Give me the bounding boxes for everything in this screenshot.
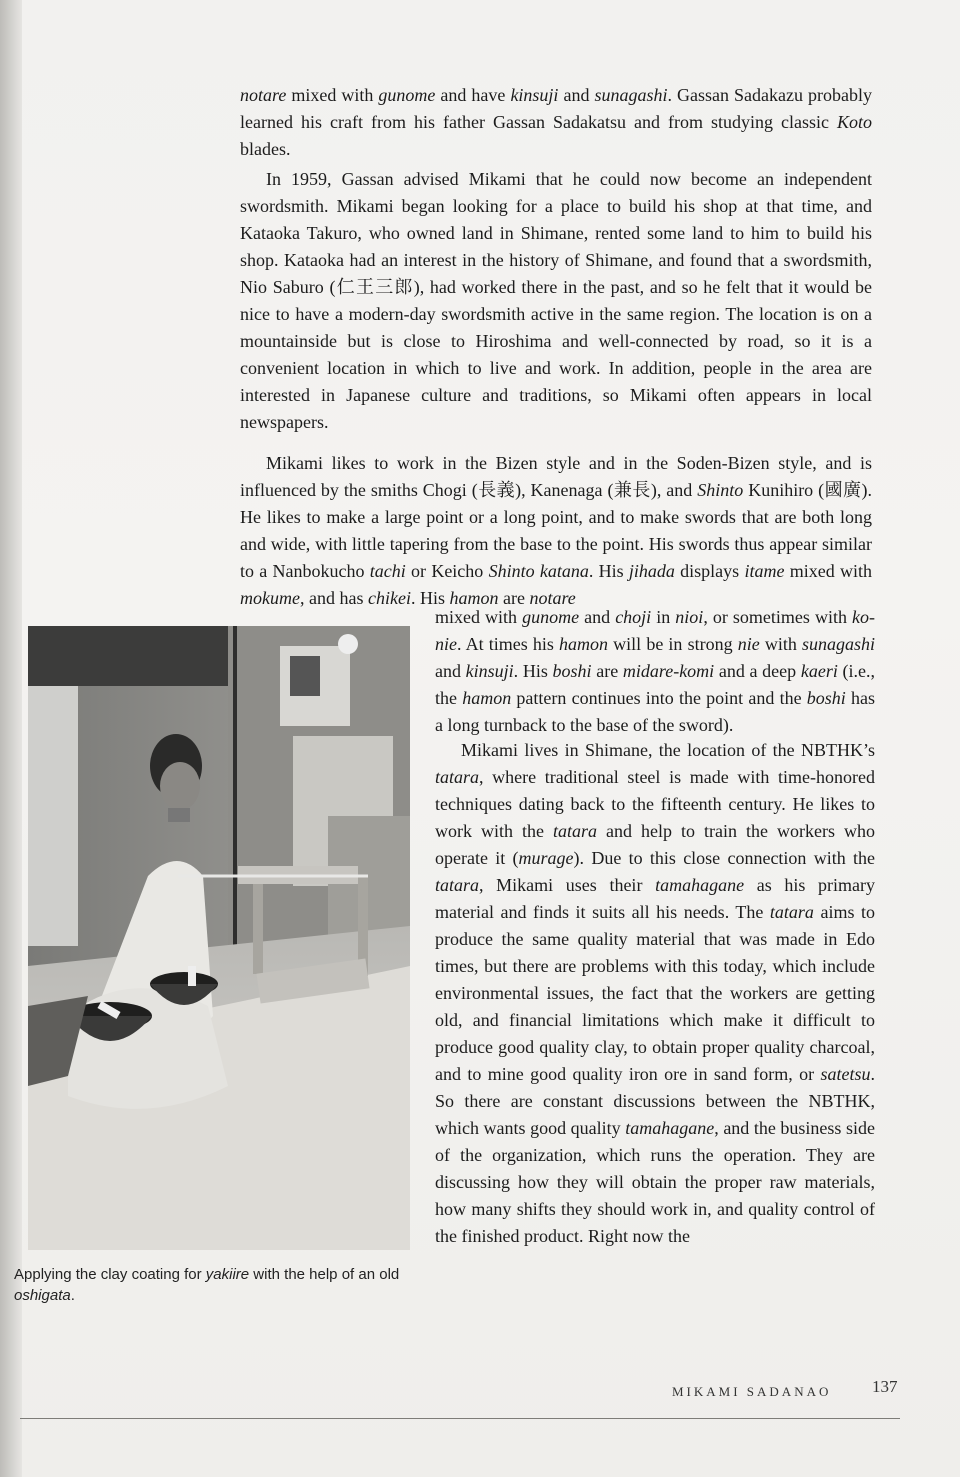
running-title: MIKAMI SADANAO [672,1384,832,1399]
paragraph-hamon-continued: mixed with gunome and choji in nioi, or sometimes with ko-nie. At times his hamon will be in strong nie with sunagashi and kinsuji. His boshi are midare-komi and a deep kaeri (i.e., the hamon pattern continues into the point and the boshi has a long turnback to the base of the sword). [435,607,875,735]
page-number: 137 [872,1377,898,1396]
binding-shadow [0,0,22,1477]
workshop-photo [28,626,410,1250]
paragraph-tatara: Mikami lives in Shimane, the location of the NBTHK’s tatara, where traditional steel is made with time-honored techniques dating back to the fifteenth century. He likes to work with the tatara and help to train the workers who operate it (murage). Due to this close connection with the tatara, Mikami uses their tamahagane as his primary material and finds it suits all his needs. The tatara aims to produce the same quality material that was made in Edo times, but there are problems with this today, which include environmental issues, the fact that the workers are getting old, and financial limitations which make it difficult to produce good quality clay, to obtain proper quality charcoal, and to mine good quality iron ore in sand form, or satetsu. So there are constant discussions between the NBTHK, which wants good quality tamahagane, and the business side of the organization, which runs the operation. They are discussing how they will obtain the proper raw materials, how many shifts they should work in, and quality control of the finished product. Right now the [435,740,876,1246]
paragraph-bizen-style: Mikami likes to work in the Bizen style and in the Soden-Bizen style, and is influenced by the smiths Chogi (長義), Kanenaga (兼長), and Shinto Kunihiro (國廣). He likes to make a large point or a long point, and to make swords that are both long and wide, with little tapering from the base to the point. His swords thus appear similar to a Nanbokucho tachi or Keicho Shinto katana. His jihada displays itame mixed with mokume, and has chikei. His hamon are notare [240,453,872,608]
footer-rule [20,1418,900,1419]
paragraph-continued: notare mixed with gunome and have kinsuji and sunagashi. Gassan Sadakazu probably learned his craft from his father Gassan Sadakatsu and from studying classic Koto blades. [240,85,873,159]
photo-caption: Applying the clay coating for yakiire with the help of an old oshigata. [14,1266,400,1304]
paragraph-1959: In 1959, Gassan advised Mikami that he could now become an independent swordsmith. Mikami began looking for a place to build his shop at that time, and Kataoka Takuro, who owned land in Shimane, rented some land to him to build his shop. Kataoka had an interest in the history of Shimane, and found that a swordsmith, Nio Saburo (仁王三郎), had worked there in the past, and so he felt that it would be nice to have a modern-day swordsmith active in the same region. The location is on a mountainside but is close to Hiroshima and well-connected by road, so it is a convenient location in which to live and work. In addition, people in the area are interested in Japanese culture and traditions, so Mikami often appears in local newspapers. [240,169,872,432]
